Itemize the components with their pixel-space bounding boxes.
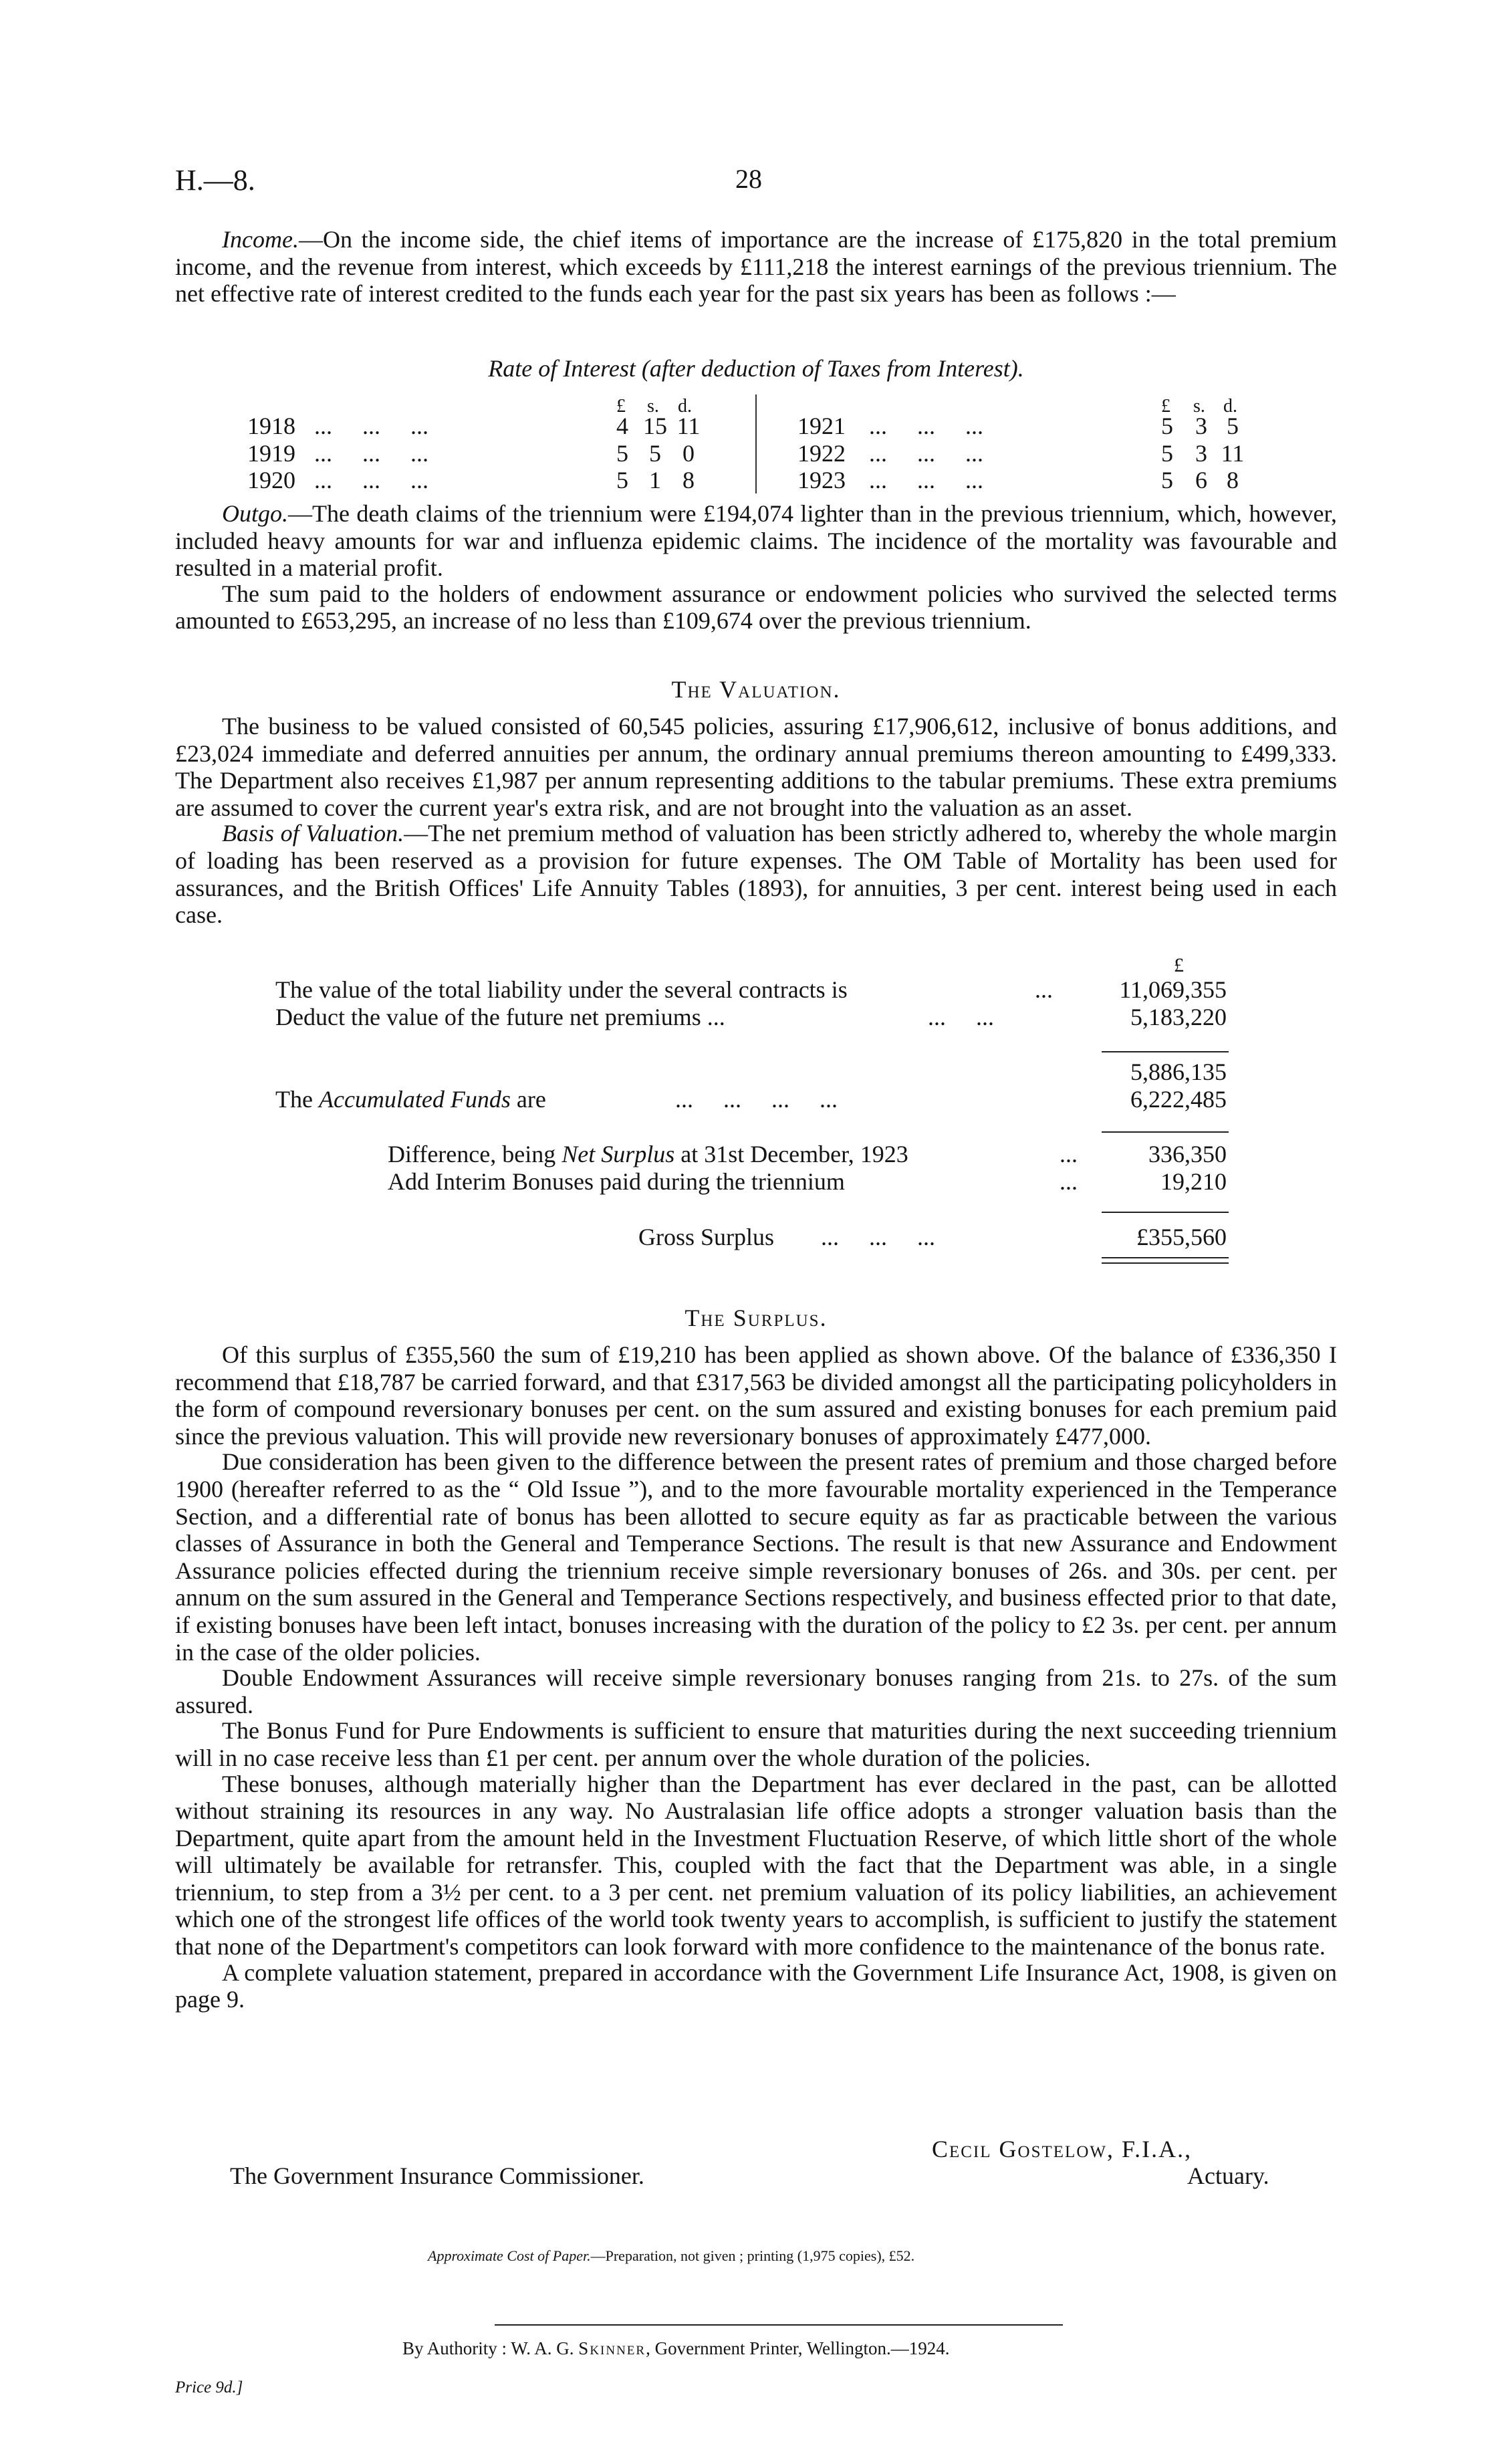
surplus-paragraph-2: Due consideration has been given to the difference between the present rates of premium and those charged before 1900 (hereafter referred to as the “ Old Issue ”), and to the more favourable mortality experienced in the Temperance Section, and a differential rate of bonus has been allotted to secure equity as far as practicable between the various classes of Assurance in both the General and Temperance Sections. The result is that new Assurance and Endowment Assurance policies effected during the triennium receive simple reversionary bonuses of 26s. and 30s. per cent. per annum on the sum assured in the General and Temperance Sections respectively, and business effected prior to that date, if existing bonuses have been left intact, bonuses increasing with the duration of the policy to £2 3s. per cent. per annum in the case of the older policies. [175, 1448, 1337, 1666]
net-liability-value: 5,886,135 [1130, 1058, 1227, 1085]
basis-lead: Basis of Valuation. [222, 820, 404, 847]
cost-note [428, 2247, 914, 2265]
gross-label: Gross Surplus [638, 1224, 775, 1250]
price: Price 9d.] [175, 2378, 243, 2396]
rate-pence: 11 [676, 413, 701, 439]
authority-line [402, 2338, 950, 2359]
rate-pounds: 5 [1161, 440, 1173, 467]
rate-pounds: 5 [1161, 467, 1173, 493]
rate-shillings: 15 [643, 413, 667, 439]
surplus-paragraph-6: A complete valuation statement, prepared in accordance with the Government Life Insurance Act, 1908, is given on page 9. [175, 1958, 1337, 2013]
funds-label-post: are [510, 1086, 546, 1113]
unit-shillings-left: s. [647, 396, 659, 417]
income-section [175, 226, 1337, 308]
deduct-dots: ... ... [928, 1004, 994, 1030]
rate-pounds: 4 [616, 413, 628, 439]
difference-value: 336,350 [1148, 1141, 1227, 1167]
cost-text: —Preparation, not given ; printing (1,975 copies), £52. [590, 2247, 915, 2264]
income-lead: Income. [222, 226, 299, 253]
interim-label: Add Interim Bonuses paid during the triennium [388, 1168, 845, 1195]
rate-year-1918: 1918 [247, 413, 295, 439]
rate-shillings: 5 [649, 440, 661, 467]
printer-name: Skinner [578, 2338, 646, 2358]
difference-label-italic: Net Surplus [562, 1141, 675, 1167]
rate-pounds: 5 [1161, 413, 1173, 439]
rate-pence: 11 [1221, 440, 1245, 467]
rate-pounds: 5 [616, 440, 628, 467]
gross-dots: ... ... ... [821, 1224, 935, 1250]
table-divider [755, 395, 757, 493]
rate-year-1921: 1921 [797, 413, 846, 439]
authority-pre: By Authority : W. A. G. [402, 2338, 579, 2358]
cost-label: Approximate Cost of Paper. [428, 2247, 591, 2264]
subtotal-rule [1102, 1051, 1229, 1052]
liability-value: 11,069,355 [1119, 976, 1227, 1003]
surplus-paragraph-4: The Bonus Fund for Pure Endowments is sufficient to ensure that maturities during the next succeeding triennium will in no case receive less than £1 per cent. per annum over the whole duration of the policies. [175, 1717, 1337, 1771]
addressee: The Government Insurance Commissioner. [230, 2162, 644, 2189]
interest-table-title: Rate of Interest (after deduction of Taxes from Interest). [488, 355, 1024, 382]
rate-year-1923: 1923 [797, 467, 846, 493]
outgo-lead: Outgo. [222, 500, 288, 527]
basis-body: —The net premium method of valuation has been strictly adhered to, whereby the whole margin of loading has been reserved as a provision for future expenses. The OM Table of Mortality has been used for assurances, and the British Offices' Life Annuity Tables (1893), for annuities, 3 per cent. interest being used in each case. [175, 820, 1337, 929]
total-rule-bottom [1102, 1262, 1229, 1264]
unit-pence-left: d. [678, 396, 692, 417]
rate-pence: 8 [1227, 467, 1239, 493]
rate-pence: 8 [682, 467, 695, 493]
signatory-name: Cecil Gostelow, F.I.A., [932, 2136, 1193, 2162]
basis-paragraph [175, 820, 1337, 928]
document-code: H.—8. [175, 164, 255, 197]
outgo-section [175, 500, 1337, 635]
rate-year-1919: 1919 [247, 440, 295, 467]
funds-dots: ... ... ... ... [675, 1086, 838, 1113]
rate-year-1920: 1920 [247, 467, 295, 493]
rate-dots: ... ... ... [869, 440, 983, 467]
deduct-value: 5,183,220 [1130, 1004, 1227, 1030]
interim-value: 19,210 [1160, 1168, 1227, 1195]
signatory-title: Actuary. [1187, 2162, 1269, 2189]
rate-dots: ... ... ... [869, 413, 983, 439]
rate-pence: 5 [1227, 413, 1239, 439]
rate-shillings: 3 [1195, 440, 1207, 467]
funds-label-italic: Accumulated Funds [318, 1086, 511, 1113]
valuation-paragraph: The business to be valued consisted of 60,545 policies, assuring £17,906,612, inclusive of bonus additions, and £23,024 immediate and deferred annuities per annum, the ordinary annual premiums thereon amounting to £499,333. The Department also receives £1,987 per annum representing additions to the tabular premiums. These extra premiums are assumed to cover the current year's extra risk, and are not brought into the valuation as an asset. [175, 713, 1337, 821]
difference-dots: ... [1060, 1141, 1078, 1167]
liability-dots: ... [1035, 976, 1053, 1003]
gross-value: £355,560 [1136, 1224, 1227, 1250]
total-rule-top [1102, 1257, 1229, 1258]
interim-dots: ... [1060, 1168, 1078, 1195]
valuation-heading: The Valuation. [671, 676, 841, 703]
rate-shillings: 1 [649, 467, 661, 493]
liability-label: The value of the total liability under the several contracts is [275, 976, 848, 1003]
surplus-paragraph-3: Double Endowment Assurances will receive simple reversionary bonuses ranging from 21s. to 27s. of the sum assured. [175, 1664, 1337, 1718]
difference-rule [1102, 1131, 1229, 1133]
rate-shillings: 6 [1195, 467, 1207, 493]
rate-dots: ... ... ... [314, 467, 428, 493]
authority-post: , Government Printer, Wellington.—1924. [646, 2338, 950, 2358]
gross-rule [1102, 1212, 1229, 1213]
rate-dots: ... ... ... [314, 440, 428, 467]
endowment-paragraph: The sum paid to the holders of endowment assurance or endowment policies who survived the selected terms amounted to £653,295, an increase of no less than £109,674 over the previous triennium. [175, 580, 1337, 635]
surplus-paragraph-5: These bonuses, although materially higher than the Department has ever declared in the past, can be allotted without straining its resources in any way. No Australasian life office adopts a stronger valuation basis than the Department, quite apart from the amount held in the Investment Fluctuation Reserve, of which little short of the whole will ultimately be available for retransfer. This, coupled with the fact that the Department was able, in a single triennium, to step from a 3½ per cent. to a 3 per cent. net premium valuation of its policy liabilities, an achievement which one of the strongest life offices of the world took twenty years to accomplish, is sufficient to justify the statement that none of the Department's competitors can look forward with more confidence to the maintenance of the bonus rate. [175, 1770, 1337, 1961]
unit-pounds-left: £ [616, 396, 626, 417]
surplus-heading: The Surplus. [685, 1305, 828, 1331]
funds-label [275, 1086, 546, 1113]
unit-pounds-right: £ [1161, 396, 1170, 417]
funds-value: 6,222,485 [1130, 1086, 1227, 1113]
rate-pounds: 5 [616, 467, 628, 493]
income-body: —On the income side, the chief items of importance are the increase of £175,820 in the total premium income, and the revenue from interest, which exceeds by £111,218 the interest earnings of the previous triennium. The net effective rate of interest credited to the funds each year for the past six years has been as follows :— [175, 226, 1337, 308]
income-paragraph [175, 226, 1337, 308]
surplus-section [175, 1341, 1337, 2013]
outgo-body: —The death claims of the triennium were £194,074 lighter than in the previous triennium, which, however, included heavy amounts for war and influenza epidemic claims. The incidence of the mortality was favourable and resulted in a material profit. [175, 500, 1337, 582]
deduct-label: Deduct the value of the future net premiums ... [275, 1004, 725, 1030]
rate-pence: 0 [682, 440, 695, 467]
footer-rule [495, 2324, 1063, 2326]
rate-year-1922: 1922 [797, 440, 846, 467]
difference-label-post: at 31st December, 1923 [674, 1141, 908, 1167]
difference-label [388, 1141, 908, 1167]
rate-shillings: 3 [1195, 413, 1207, 439]
funds-label-pre: The [275, 1086, 319, 1113]
valuation-section [175, 713, 1337, 929]
unit-pence-right: d. [1223, 396, 1237, 417]
currency-header: £ [1174, 954, 1184, 976]
surplus-paragraph-1: Of this surplus of £355,560 the sum of £19,210 has been applied as shown above. Of the balance of £336,350 I recommend that £18,787 be carried forward, and that £317,563 be divided amongst all the participating policyholders in the form of compound reversionary bonuses per cent. on the sum assured and existing bonuses for each premium paid since the previous valuation. This will provide new reversionary bonuses of approximately £477,000. [175, 1341, 1337, 1450]
page-number: 28 [735, 164, 762, 194]
outgo-paragraph [175, 500, 1337, 582]
difference-label-pre: Difference, being [388, 1141, 562, 1167]
unit-shillings-right: s. [1193, 396, 1205, 417]
rate-dots: ... ... ... [314, 413, 428, 439]
rate-dots: ... ... ... [869, 467, 983, 493]
